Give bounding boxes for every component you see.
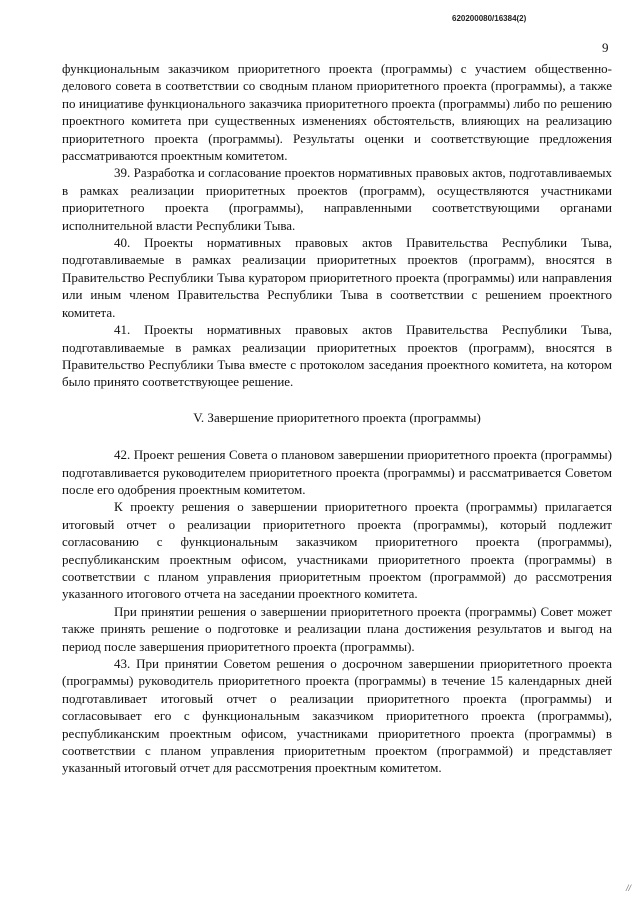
document-registration-number: 620200080/16384(2) (452, 14, 527, 23)
document-body (62, 60, 612, 777)
scan-mark: // (626, 883, 632, 893)
paragraph-42-results-plan: При принятии решения о завершении приоритетного проекта (программы) Совет может также принять решение о подготовке и реализации плана достижения результатов и выгод на период после завершения приоритетного проекта (программы). (62, 603, 612, 654)
paragraph-continuation: функциональным заказчиком приоритетного проекта (программы) с участием общественно-делового совета в соответствии со сводным планом приоритетного проекта (программы), а также по инициативе функционального заказчика приоритетного проекта (программы) либо по решению проектного комитета при существенных изменениях обстоятельств, влияющих на реализацию приоритетного проекта (программы). Результаты оценки и соответствующие предложения рассматриваются проектным комитетом. (62, 61, 612, 164)
paragraph-41: 41. Проекты нормативных правовых актов Правительства Республики Тыва, подготавливаемые в рамках реализации приоритетных проектов (программ), вносятся в Правительство Республики Тыва вместе с протоколом заседания проектного комитета, на котором было принято соответствующее решение. (62, 322, 612, 390)
paragraph-39: 39. Разработка и согласование проектов нормативных правовых актов, подготавливаемых в рамках реализации приоритетных проектов (программ), осуществляются участниками приоритетного проекта (программы), направленными соответствующими органами исполнительной власти Республики Тыва. (62, 165, 612, 233)
page-number: 9 (602, 40, 609, 55)
section-title: V. Завершение приоритетного проекта (программы) (193, 409, 481, 425)
paragraph-42: 42. Проект решения Совета о плановом завершении приоритетного проекта (программы) подготавливается руководителем приоритетного проекта (программы) и рассматривается Советом после его одобрения проектным комитетом. (62, 447, 612, 497)
paragraph-40: 40. Проекты нормативных правовых актов Правительства Республики Тыва, подготавливаемые в рамках реализации приоритетных проектов (программ), вносятся в Правительство Республики Тыва куратором приоритетного проекта (программы) или направления или иным членом Правительства Республики Тыва в соответствии с решением проектного комитета. (62, 235, 612, 320)
paragraph-43: 43. При принятии Советом решения о досрочном завершении приоритетного проекта (программы) руководитель приоритетного проекта (программы) в течение 15 календарных дней подготавливает итоговый отчет о реализации приоритетного проекта (программы) и согласовывает его с функциональным заказчиком приоритетного проекта (программы), республиканским проектным офисом, участниками приоритетного проекта (программы) в соответствии с планом управления приоритетным проектом (программой) и представляет указанный итоговый отчет для рассмотрения проектным комитетом. (62, 656, 612, 776)
paragraph-42-report: К проекту решения о завершении приоритетного проекта (программы) прилагается итоговый отчет о реализации приоритетного проекта (программы), который подлежит согласованию с функциональным заказчиком приоритетного проекта (программы), республиканским проектным офисом, участниками приоритетного проекта (программы) в соответствии с планом управления приоритетным проектом (программой) до рассмотрения указанного итогового отчета на заседании проектного комитета. (62, 499, 612, 602)
